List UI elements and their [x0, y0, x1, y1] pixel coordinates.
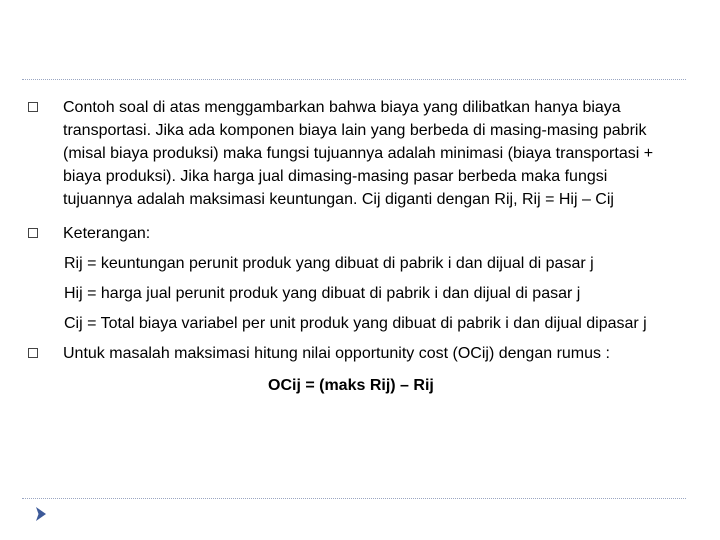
square-bullet-icon — [28, 102, 38, 112]
keterangan-line-hij: Hij = harga jual perunit produk yang dibuat di pabrik i dan dijual di pasar j — [64, 285, 581, 302]
bullet-text-3: Untuk masalah maksimasi hitung nilai opportunity cost (OCij) dengan rumus : — [63, 345, 610, 362]
formula-opportunity-cost: OCij = (maks Rij) – Rij — [268, 377, 434, 394]
square-bullet-icon — [28, 228, 38, 238]
bullet-item-3 — [28, 342, 688, 365]
slide-content — [28, 96, 688, 397]
bottom-divider — [22, 498, 686, 499]
keterangan-line-cij: Cij = Total biaya variabel per unit produk yang dibuat di pabrik i dan dijual dipasar j — [64, 315, 647, 332]
bullet-item-1 — [28, 96, 688, 222]
square-bullet-icon — [28, 348, 38, 358]
top-divider — [22, 79, 686, 80]
next-slide-arrow-icon[interactable] — [35, 506, 47, 522]
bullet-text-1: Contoh soal di atas menggambarkan bahwa biaya yang dilibatkan hanya biaya transportasi. Jika ada komponen biaya lain yang berbeda di masing-masing pabrik (misal biaya produksi) maka fungsi tujuannya adalah minimasi (biaya transportasi + biaya produksi). Jika harga jual dimasing-masing pasar berbeda maka fungsi tujuannya adalah maksimasi keuntungan. Cij diganti dengan Rij, Rij = Hij – Cij — [63, 99, 654, 208]
keterangan-line-rij: Rij = keuntungan perunit produk yang dibuat di pabrik i dan dijual di pasar j — [64, 255, 594, 272]
bullet-text-2: Keterangan: — [63, 225, 151, 242]
bullet-item-2 — [28, 222, 688, 252]
